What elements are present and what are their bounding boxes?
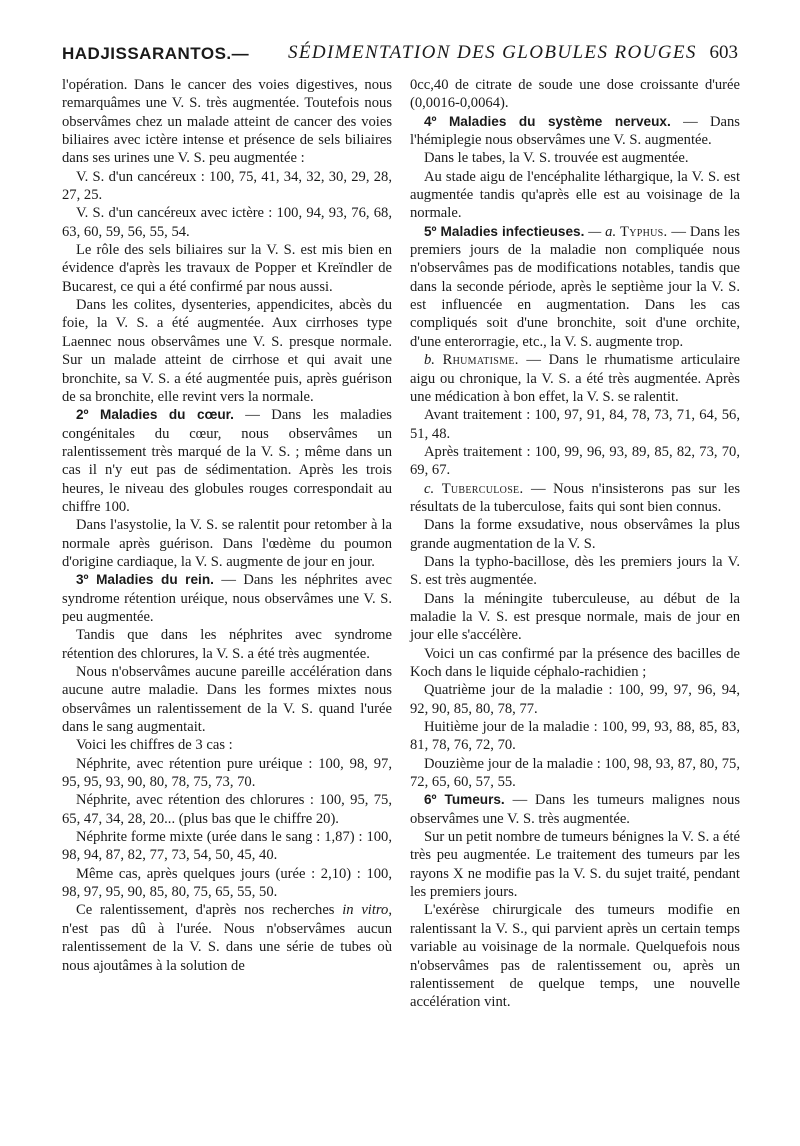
text-run: — a. bbox=[584, 223, 621, 240]
section-paragraph bbox=[410, 791, 740, 828]
paragraph: 0cc,40 de citrate de soude une dose croissante d'urée (0,0016-0,0064). bbox=[410, 77, 740, 112]
right-column bbox=[410, 76, 740, 1012]
paragraph: V. S. d'un cancéreux avec ictère : 100, 94, 93, 76, 68, 63, 60, 59, 56, 55, 54. bbox=[62, 205, 392, 240]
section-paragraph bbox=[410, 223, 740, 351]
section-paragraph bbox=[62, 406, 392, 516]
paragraph: Même cas, après quelques jours (urée : 2,10) : 100, 98, 97, 95, 90, 85, 80, 75, 65, 55, 50. bbox=[62, 865, 392, 901]
text-run: Ce ralentissement, d'après nos recherches bbox=[76, 902, 343, 919]
paragraph: Voici les chiffres de 3 cas : bbox=[76, 737, 233, 754]
paragraph bbox=[62, 901, 392, 974]
paragraph: Néphrite forme mixte (urée dans le sang : 1,87) : 100, 98, 94, 87, 82, 77, 73, 54, 50, 45, 40. bbox=[62, 829, 392, 864]
paragraph: Nous n'observâmes aucune pareille accélération dans aucune autre maladie. Dans les formes mixtes nous observâmes un ralentissement de la V. S. quand l'urée dans le sang augmentait. bbox=[62, 664, 392, 736]
paragraph: Dans la typho-bacillose, dès les premiers jours la V. S. est très augmentée. bbox=[410, 553, 740, 589]
paragraph: Dans la méningite tuberculeuse, au début de la maladie la V. S. est presque normale, mais de jour en jour elle s'accélère. bbox=[410, 590, 740, 644]
page-number: 603 bbox=[709, 42, 738, 63]
paragraph: Après traitement : 100, 99, 96, 93, 89, 85, 82, 73, 70, 69, 67. bbox=[410, 443, 740, 479]
paragraph: Avant traitement : 100, 97, 91, 84, 78, 73, 71, 64, 56, 51, 48. bbox=[410, 407, 740, 442]
paragraph: Douzième jour de la maladie : 100, 98, 93, 87, 80, 75, 72, 65, 60, 57, 55. bbox=[410, 755, 740, 791]
paragraph: Dans la forme exsudative, nous observâmes la plus grande augmentation de la V. S. bbox=[410, 517, 740, 552]
paragraph: V. S. d'un cancéreux : 100, 75, 41, 34, 32, 30, 29, 28, 27, 25. bbox=[62, 168, 392, 204]
header-title: SÉDIMENTATION DES GLOBULES ROUGES bbox=[288, 42, 697, 63]
paragraph: Dans le tabes, la V. S. trouvée est augmentée. bbox=[424, 150, 689, 167]
text-run: c. bbox=[424, 480, 442, 497]
section-heading: 4º Maladies du système nerveux. bbox=[424, 113, 671, 129]
subsection-label: Rhumatisme. bbox=[442, 352, 519, 369]
paragraph bbox=[410, 480, 740, 517]
paragraph: Tandis que dans les néphrites avec syndrome rétention des chlorures, la V. S. a été très augmentée. bbox=[62, 627, 392, 662]
paragraph: Quatrième jour de la maladie : 100, 99, 97, 96, 94, 92, 90, 85, 80, 78, 77. bbox=[410, 682, 740, 717]
paragraph: Au stade aigu de l'encéphalite léthargique, la V. S. est augmentée tandis qu'après elle est au voisinage de la normale. bbox=[410, 168, 740, 222]
section-paragraph bbox=[410, 113, 740, 150]
paragraph: Néphrite, avec rétention pure uréique : 100, 98, 97, 95, 95, 93, 90, 80, 78, 75, 73, 70. bbox=[62, 755, 392, 791]
paragraph: Huitième jour de la maladie : 100, 99, 93, 88, 85, 83, 81, 78, 76, 72, 70. bbox=[410, 719, 740, 754]
subsection-label: Tuberculose. bbox=[441, 480, 524, 497]
paragraph: Dans les colites, dysenteries, appendicites, abcès du foie, la V. S. a été augmentée. Aux cirrhoses type Laennec nous observâmes une V. S. presque normale. Sur un malade atteint de cirrhose et qui avait une bronchite, sa V. S. a été augmentée puis, après guérison de sa bronchite, elle revint vers la normale. bbox=[62, 297, 392, 405]
section-heading: 5º Maladies infectieuses. bbox=[424, 223, 585, 239]
section-text: — Nous n'insisterons pas sur les résultats de la tuberculose, faits qui sont bien connus. bbox=[410, 480, 740, 515]
italic-term: in vitro bbox=[342, 902, 389, 919]
text-run: b. bbox=[424, 352, 443, 369]
section-paragraph bbox=[62, 571, 392, 626]
text-run: , n'est pas dû à l'urée. Nous n'observâmes aucun ralentissement de la V. S. dans une série de tubes où nous ajoutâmes à la solution de bbox=[62, 902, 393, 974]
subsection-label: Typhus. bbox=[620, 223, 668, 240]
paragraph bbox=[410, 351, 740, 406]
section-heading: 3º Maladies du rein. bbox=[76, 572, 214, 588]
section-text: — Dans les maladies congénitales du cœur, nous observâmes un ralentissement très marqué de la V. S. ; même dans un cas il n'y eut pas de sédimentation. Après les trois heures, le niveau des globules rouges correspondait au chiffre 100. bbox=[62, 407, 392, 515]
paragraph: Voici un cas confirmé par la présence des bacilles de Koch dans le liquide céphalo-rachidien ; bbox=[410, 645, 740, 680]
section-text: — Dans les premiers jours de la maladie non compliquée nous n'observâmes pas de modifications notables, tandis que dans la seconde période, après le septième jour la V. S. est influencée en augmentation. Dans les cas compliqués soit d'une bronchite, soit d'une orchite, d'une enterorragie, etc., la V. S. augmente trop. bbox=[410, 223, 740, 350]
paragraph: Dans l'asystolie, la V. S. se ralentit pour retomber à la normale après guérison. Dans l'œdème du poumon d'origine cardiaque, la V. S. augmente de jour en jour. bbox=[62, 517, 392, 570]
running-header bbox=[62, 42, 738, 72]
section-text: — Dans les néphrites avec syndrome rétention uréique, nous observâmes une V. S. peu augmentée. bbox=[62, 572, 393, 625]
section-text: — Dans les tumeurs malignes nous observâmes une V. S. très augmentée. bbox=[410, 792, 740, 827]
paragraph: Néphrite, avec rétention des chlorures : 100, 95, 75, 65, 47, 34, 28, 20... (plus bas que le chiffre 20). bbox=[62, 792, 392, 827]
header-authors: HADJISSARANTOS.— bbox=[62, 44, 250, 63]
left-column bbox=[62, 76, 392, 975]
paragraph: L'exérèse chirurgicale des tumeurs modifie en ralentissant la V. S., qui parvient après un certain temps variable au voisinage de la normale. Quelquefois nous n'observâmes pas de ralentissement ou, après un ralentissement de quelque temps, une nouvelle accélération vint. bbox=[410, 902, 740, 1011]
section-heading: 6º Tumeurs. bbox=[424, 792, 505, 808]
section-heading: 2º Maladies du cœur. bbox=[76, 407, 234, 423]
section-text: — Dans le rhumatisme articulaire aigu ou chronique, la V. S. a été très augmentée. Après une médication à bon effet, la V. S. se ralentit. bbox=[410, 352, 741, 405]
section-text: — Dans l'hémiplegie nous observâmes une V. S. augmentée. bbox=[410, 113, 740, 149]
paragraph: l'opération. Dans le cancer des voies digestives, nous remarquâmes une V. S. très augmentée. Toutefois nous observâmes chez un malade atteint de cancer des voies biliaires avec ictère intense et présence de sels biliaires dans ses urines une V. S. peu augmentée : bbox=[62, 77, 392, 167]
paragraph: Le rôle des sels biliaires sur la V. S. est mis bien en évidence d'après les travaux de Popper et Kreïndler de Bucarest, ce qui a été confirmé par nous aussi. bbox=[62, 242, 392, 295]
paragraph: Sur un petit nombre de tumeurs bénignes la V. S. a été très peu augmentée. Le traitement des tumeurs par les rayons X ne modifie pas la V. S. du sujet traité, pendant les premiers jours. bbox=[410, 829, 741, 901]
